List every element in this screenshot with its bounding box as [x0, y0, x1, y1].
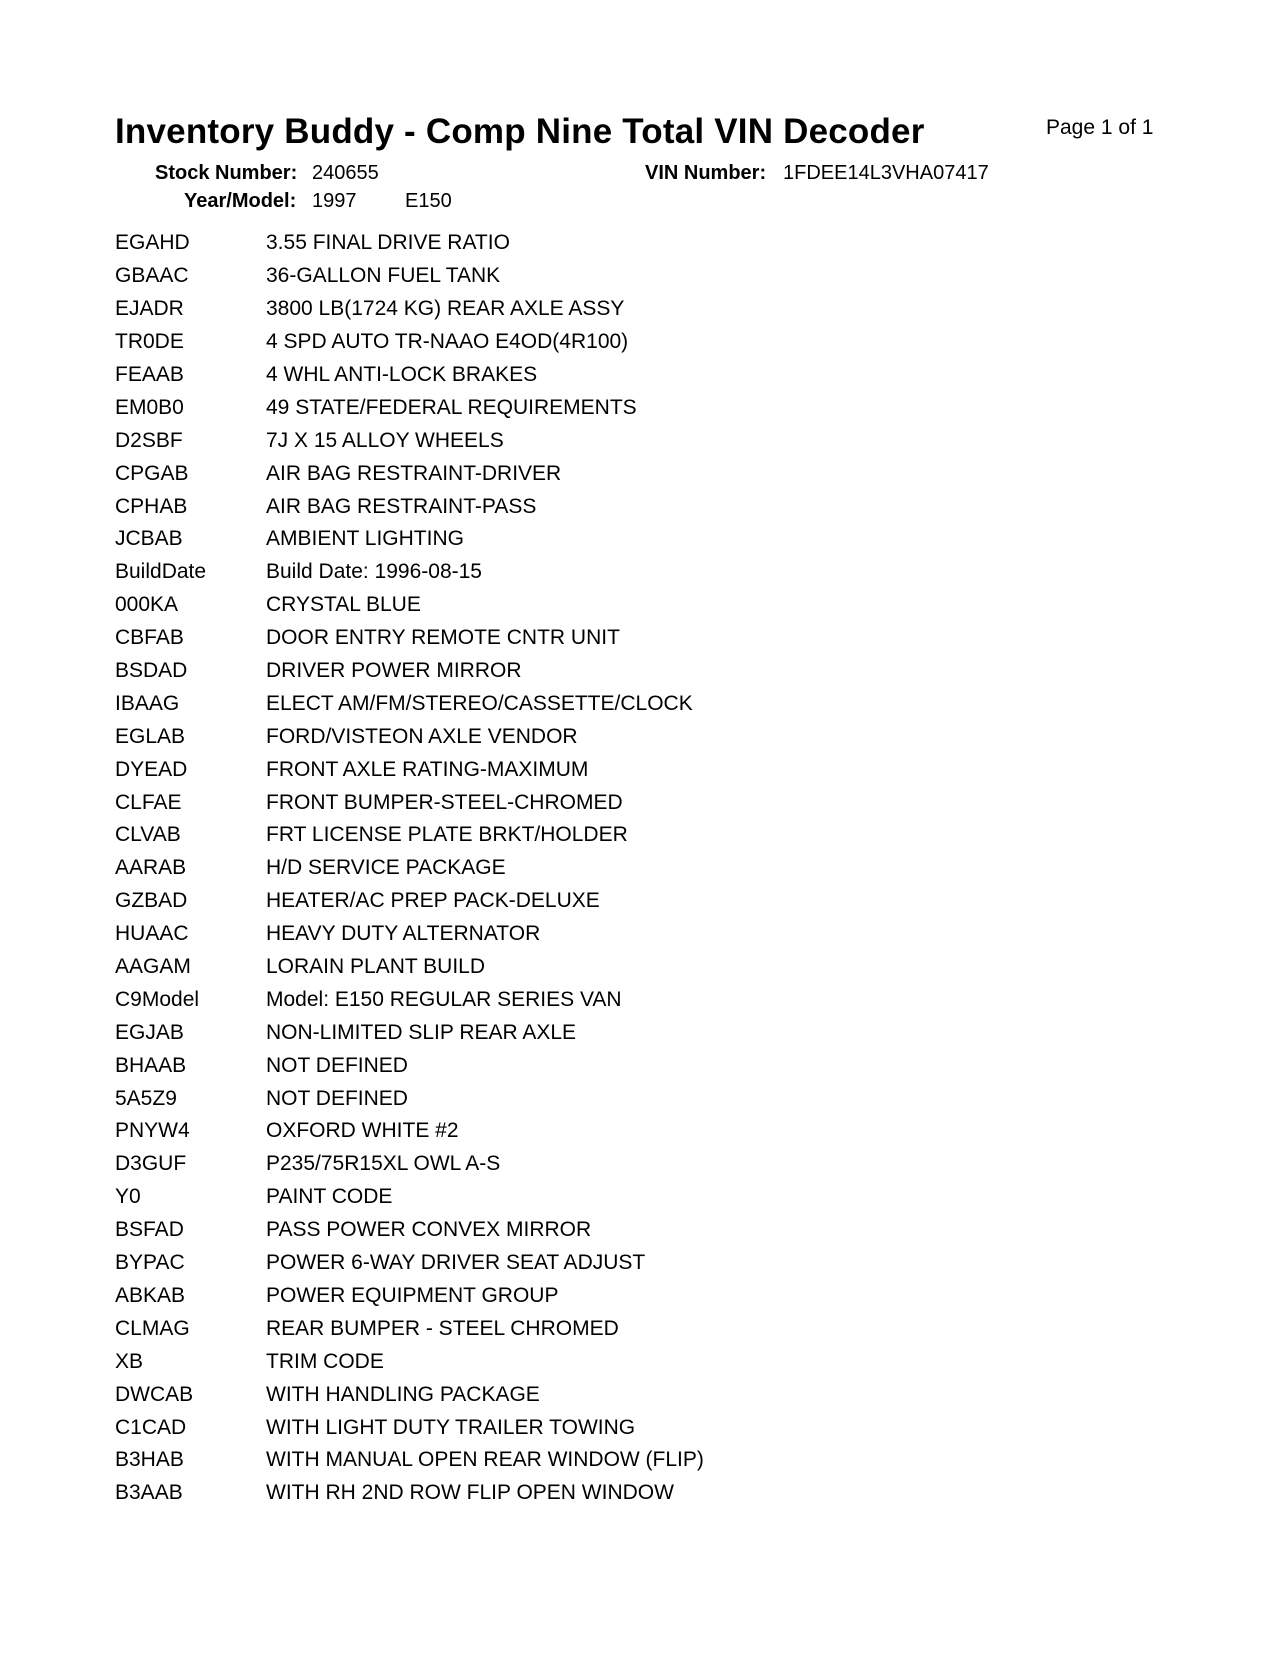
option-description: 36-GALLON FUEL TANK: [266, 264, 501, 288]
option-code: EGLAB: [115, 724, 186, 748]
option-row: [115, 753, 1115, 786]
option-code: XB: [115, 1349, 144, 1373]
option-row: [115, 1115, 1115, 1148]
option-code: CLFAE: [115, 790, 182, 814]
option-row: [115, 1214, 1115, 1247]
option-row: [115, 1312, 1115, 1345]
option-description: FORD/VISTEON AXLE VENDOR: [266, 724, 578, 748]
option-description: 7J X 15 ALLOY WHEELS: [266, 428, 504, 452]
option-code: AARAB: [115, 856, 187, 880]
option-code: CPHAB: [115, 494, 188, 518]
option-code: EGAHD: [115, 231, 190, 255]
option-description: NOT DEFINED: [266, 1053, 408, 1077]
option-row: [115, 227, 1115, 260]
option-description: 49 STATE/FEDERAL REQUIREMENTS: [266, 395, 637, 419]
option-description: P235/75R15XL OWL A-S: [266, 1152, 501, 1176]
option-row: [115, 490, 1115, 523]
option-code: BuildDate: [115, 560, 207, 584]
option-description: POWER 6-WAY DRIVER SEAT ADJUST: [266, 1251, 646, 1275]
year-value: 1997: [312, 190, 357, 212]
option-row: [115, 556, 1115, 589]
option-code: PNYW4: [115, 1119, 190, 1143]
option-row: [115, 359, 1115, 392]
option-code: TR0DE: [115, 330, 184, 354]
option-row: [115, 326, 1115, 359]
option-code: HUAAC: [115, 922, 189, 946]
option-code: DWCAB: [115, 1382, 194, 1406]
option-row: [115, 1016, 1115, 1049]
option-code: 5A5Z9: [115, 1086, 177, 1110]
option-description: HEAVY DUTY ALTERNATOR: [266, 922, 541, 946]
option-row: [115, 983, 1115, 1016]
option-code: D2SBF: [115, 428, 183, 452]
option-code: GBAAC: [115, 264, 189, 288]
option-row: [115, 523, 1115, 556]
option-row: [115, 655, 1115, 688]
option-description: PASS POWER CONVEX MIRROR: [266, 1218, 592, 1242]
option-row: [115, 1411, 1115, 1444]
option-description: AMBIENT LIGHTING: [266, 527, 464, 551]
option-code: DYEAD: [115, 757, 188, 781]
vin-number-label: VIN Number:: [645, 162, 767, 184]
option-row: [115, 918, 1115, 951]
option-description: CRYSTAL BLUE: [266, 593, 421, 617]
option-row: [115, 622, 1115, 655]
option-code: EJADR: [115, 297, 184, 321]
option-code: CBFAB: [115, 626, 184, 650]
option-code: 000KA: [115, 593, 179, 617]
option-code: FEAAB: [115, 363, 184, 386]
option-description: REAR BUMPER - STEEL CHROMED: [266, 1316, 619, 1340]
option-code: CLVAB: [115, 823, 181, 847]
option-row: [115, 1181, 1115, 1214]
option-row: [115, 1280, 1115, 1313]
option-description: NON-LIMITED SLIP REAR AXLE: [266, 1020, 577, 1044]
option-row: [115, 1378, 1115, 1411]
option-code: C9Model: [115, 987, 200, 1011]
option-row: [115, 885, 1115, 918]
option-row: [115, 786, 1115, 819]
option-code: CPGAB: [115, 461, 189, 485]
year-model-label: Year/Model:: [184, 190, 297, 212]
option-description: AIR BAG RESTRAINT-DRIVER: [266, 461, 562, 485]
option-description: H/D SERVICE PACKAGE: [266, 856, 506, 880]
stock-number-value: 240655: [312, 162, 379, 184]
option-description: DRIVER POWER MIRROR: [266, 659, 522, 683]
option-row: [115, 687, 1115, 720]
option-code: BYPAC: [115, 1251, 185, 1275]
option-code: EM0B0: [115, 395, 184, 419]
option-description: NOT DEFINED: [266, 1086, 408, 1110]
option-description: AIR BAG RESTRAINT-PASS: [266, 494, 537, 518]
option-description: FRONT BUMPER-STEEL-CHROMED: [266, 790, 623, 814]
page-number: Page 1 of 1: [1046, 116, 1154, 139]
option-row: [115, 457, 1115, 490]
option-code: ABKAB: [115, 1283, 186, 1307]
option-row: [115, 424, 1115, 457]
option-code: JCBAB: [115, 527, 183, 551]
option-code: EGJAB: [115, 1020, 184, 1044]
option-row: [115, 293, 1115, 326]
option-code: C1CAD: [115, 1415, 187, 1439]
option-row: [115, 1049, 1115, 1082]
option-row: [115, 819, 1115, 852]
option-code: B3AAB: [115, 1481, 183, 1505]
option-description: WITH MANUAL OPEN REAR WINDOW (FLIP): [266, 1448, 704, 1472]
option-row: [115, 589, 1115, 622]
option-description: Build Date: 1996-08-15: [266, 560, 482, 584]
option-code: B3HAB: [115, 1448, 184, 1472]
option-row: [115, 951, 1115, 984]
option-row: [115, 1444, 1115, 1477]
option-row: [115, 852, 1115, 885]
option-description: 3800 LB(1724 KG) REAR AXLE ASSY: [266, 297, 625, 321]
option-description: FRT LICENSE PLATE BRKT/HOLDER: [266, 823, 628, 847]
option-list: [115, 227, 1115, 1510]
option-description: DOOR ENTRY REMOTE CNTR UNIT: [266, 626, 620, 650]
option-description: 4 WHL ANTI-LOCK BRAKES: [266, 363, 538, 386]
option-code: GZBAD: [115, 889, 188, 913]
option-code: AAGAM: [115, 955, 191, 979]
option-description: WITH LIGHT DUTY TRAILER TOWING: [266, 1415, 636, 1439]
option-code: IBAAG: [115, 691, 180, 715]
option-row: [115, 1082, 1115, 1115]
vin-number-value: 1FDEE14L3VHA07417: [783, 162, 989, 184]
option-code: Y0: [115, 1185, 141, 1209]
option-description: 4 SPD AUTO TR-NAAO E4OD(4R100): [266, 330, 629, 354]
option-description: WITH RH 2ND ROW FLIP OPEN WINDOW: [266, 1481, 674, 1505]
stock-number-label: Stock Number:: [155, 162, 298, 184]
option-description: LORAIN PLANT BUILD: [266, 955, 486, 979]
option-code: BHAAB: [115, 1053, 187, 1077]
option-row: [115, 391, 1115, 424]
option-code: BSDAD: [115, 659, 188, 683]
option-description: TRIM CODE: [266, 1349, 384, 1373]
option-description: 3.55 FINAL DRIVE RATIO: [266, 231, 510, 255]
option-code: BSFAD: [115, 1218, 184, 1242]
option-description: HEATER/AC PREP PACK-DELUXE: [266, 889, 600, 913]
option-row: [115, 720, 1115, 753]
option-row: [115, 260, 1115, 293]
option-row: [115, 1247, 1115, 1280]
option-description: FRONT AXLE RATING-MAXIMUM: [266, 757, 589, 781]
option-row: [115, 1345, 1115, 1378]
option-row: [115, 1477, 1115, 1510]
option-description: POWER EQUIPMENT GROUP: [266, 1283, 559, 1307]
model-value: E150: [405, 190, 452, 212]
option-description: PAINT CODE: [266, 1185, 393, 1209]
option-row: [115, 1148, 1115, 1181]
option-description: ELECT AM/FM/STEREO/CASSETTE/CLOCK: [266, 691, 693, 715]
document-title: Inventory Buddy - Comp Nine Total VIN Decoder: [115, 112, 925, 151]
option-description: WITH HANDLING PACKAGE: [266, 1382, 540, 1406]
option-code: CLMAG: [115, 1316, 190, 1340]
option-code: D3GUF: [115, 1152, 187, 1176]
option-description: Model: E150 REGULAR SERIES VAN: [266, 987, 622, 1011]
option-description: OXFORD WHITE #2: [266, 1119, 459, 1143]
